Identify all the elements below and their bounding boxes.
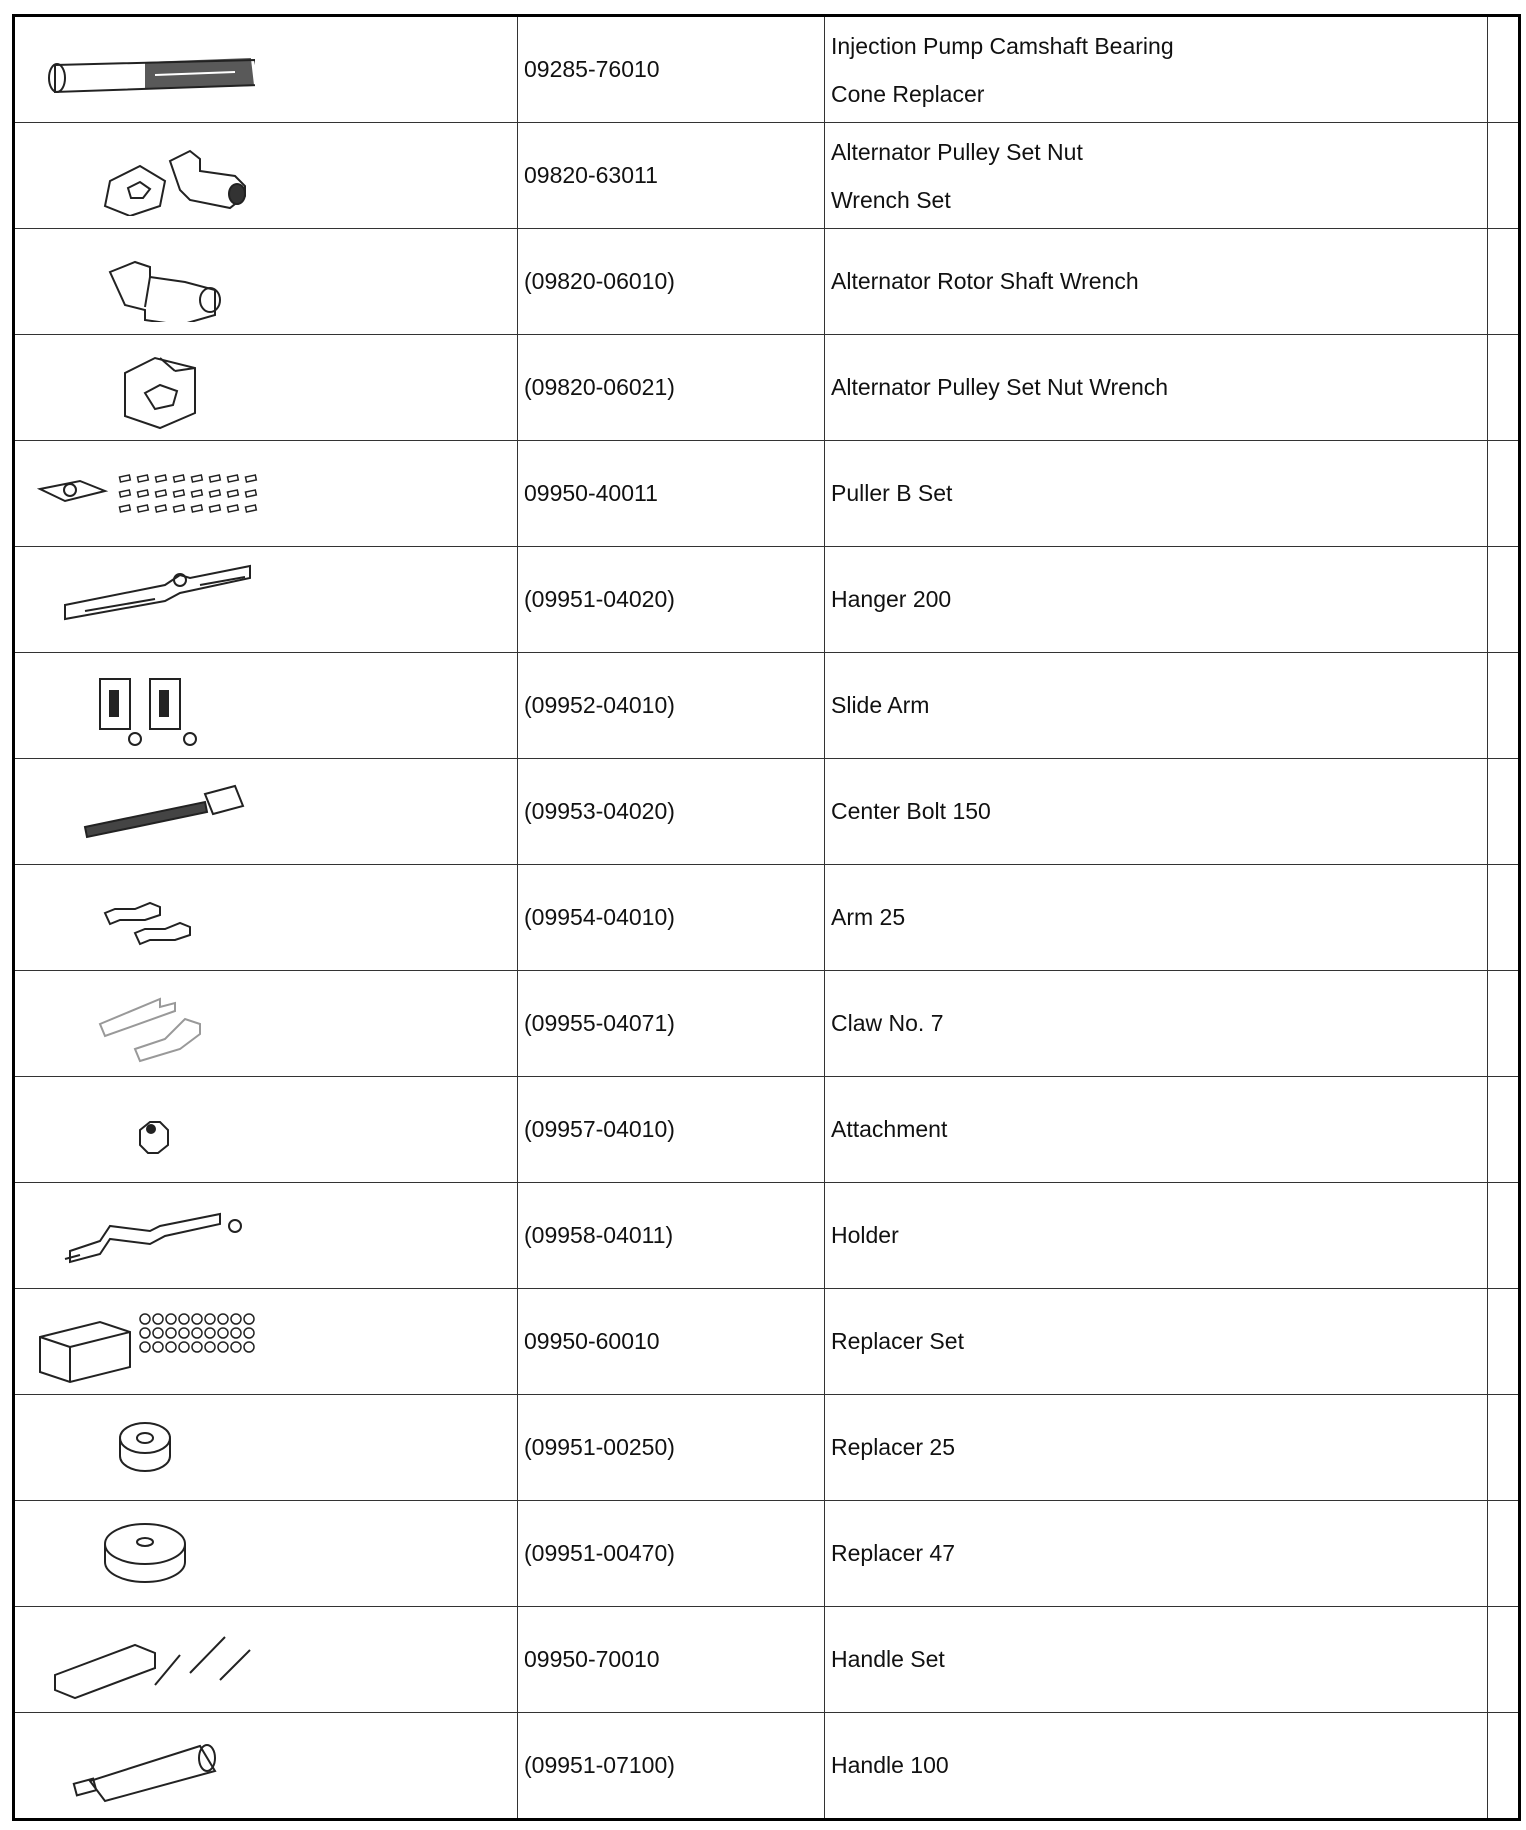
tool-illustration-cell xyxy=(14,335,518,441)
pulley-nut-wrench-set-icon xyxy=(25,136,517,216)
part-number: (09820-06021) xyxy=(518,335,825,441)
handle-icon xyxy=(25,1721,517,1811)
tool-illustration-cell xyxy=(14,971,518,1077)
tool-row xyxy=(14,865,1520,971)
handle-set-icon xyxy=(25,1615,517,1705)
tool-description xyxy=(825,1289,1488,1395)
notes-cell xyxy=(1488,759,1520,865)
tool-row xyxy=(14,1395,1520,1501)
description-line: Injection Pump Camshaft Bearing xyxy=(831,32,1174,59)
tool-row xyxy=(14,971,1520,1077)
notes-cell xyxy=(1488,1289,1520,1395)
tool-illustration-cell xyxy=(14,229,518,335)
tool-illustration-cell xyxy=(14,123,518,229)
replacer-set-icon xyxy=(25,1297,517,1387)
tool-description xyxy=(825,1395,1488,1501)
pulley-nut-wrench-icon xyxy=(25,343,517,433)
tool-illustration-cell xyxy=(14,1713,518,1820)
part-number: 09820-63011 xyxy=(518,123,825,229)
tool-description xyxy=(825,865,1488,971)
tool-row xyxy=(14,335,1520,441)
tool-description xyxy=(825,1077,1488,1183)
attachment-icon xyxy=(25,1095,517,1165)
part-number: 09285-76010 xyxy=(518,16,825,123)
description-line: Attachment xyxy=(831,1116,948,1142)
part-number: (09958-04011) xyxy=(518,1183,825,1289)
description-line: Claw No. 7 xyxy=(831,1010,944,1036)
tool-row xyxy=(14,16,1520,123)
notes-cell xyxy=(1488,1077,1520,1183)
description-line: Alternator Pulley Set Nut Wrench xyxy=(831,374,1169,400)
tool-illustration-cell xyxy=(14,1395,518,1501)
part-number: (09955-04071) xyxy=(518,971,825,1077)
tool-illustration-cell xyxy=(14,16,518,123)
tool-description xyxy=(825,547,1488,653)
tool-row xyxy=(14,123,1520,229)
tool-description xyxy=(825,123,1488,229)
tool-illustration-cell xyxy=(14,653,518,759)
tool-row xyxy=(14,441,1520,547)
notes-cell xyxy=(1488,335,1520,441)
part-number: 09950-70010 xyxy=(518,1607,825,1713)
slide-arm-icon xyxy=(25,661,517,751)
description-line: Slide Arm xyxy=(831,692,930,718)
center-bolt-icon xyxy=(25,772,517,852)
part-number: 09950-40011 xyxy=(518,441,825,547)
tool-description xyxy=(825,335,1488,441)
notes-cell xyxy=(1488,1395,1520,1501)
tool-row xyxy=(14,547,1520,653)
part-number: (09951-04020) xyxy=(518,547,825,653)
puller-set-icon xyxy=(25,454,517,534)
tool-description xyxy=(825,971,1488,1077)
description-line: Alternator Rotor Shaft Wrench xyxy=(831,268,1139,294)
description-line: Replacer 47 xyxy=(831,1540,956,1566)
replacer-47-icon xyxy=(25,1509,517,1599)
special-tools-sheet xyxy=(12,14,1514,1821)
notes-cell xyxy=(1488,865,1520,971)
tool-row xyxy=(14,759,1520,865)
notes-cell xyxy=(1488,1713,1520,1820)
tool-row xyxy=(14,1713,1520,1820)
tool-description xyxy=(825,1607,1488,1713)
description-line: Handle Set xyxy=(831,1646,945,1672)
notes-cell xyxy=(1488,1183,1520,1289)
tool-illustration-cell xyxy=(14,1183,518,1289)
replacer-25-icon xyxy=(25,1408,517,1488)
tool-illustration-cell xyxy=(14,441,518,547)
tool-row xyxy=(14,1289,1520,1395)
tool-description xyxy=(825,229,1488,335)
tool-row xyxy=(14,653,1520,759)
part-number: (09952-04010) xyxy=(518,653,825,759)
description-line: Alternator Pulley Set Nut xyxy=(831,138,1083,165)
part-number: (09954-04010) xyxy=(518,865,825,971)
notes-cell xyxy=(1488,441,1520,547)
tool-illustration-cell xyxy=(14,1607,518,1713)
tool-illustration-cell xyxy=(14,759,518,865)
tool-description xyxy=(825,16,1488,123)
description-line: Arm 25 xyxy=(831,904,906,930)
description-line: Handle 100 xyxy=(831,1752,949,1778)
description-line: Replacer Set xyxy=(831,1328,964,1354)
part-number: (09957-04010) xyxy=(518,1077,825,1183)
notes-cell xyxy=(1488,16,1520,123)
tool-illustration-cell xyxy=(14,1289,518,1395)
part-number: (09951-00470) xyxy=(518,1501,825,1607)
part-number: (09951-00250) xyxy=(518,1395,825,1501)
description-line: Cone Replacer xyxy=(831,80,985,107)
tool-description xyxy=(825,441,1488,547)
tool-illustration-cell xyxy=(14,1077,518,1183)
tool-description xyxy=(825,759,1488,865)
notes-cell xyxy=(1488,547,1520,653)
tool-row xyxy=(14,1183,1520,1289)
tool-description xyxy=(825,1501,1488,1607)
part-number: (09953-04020) xyxy=(518,759,825,865)
tool-row xyxy=(14,1077,1520,1183)
notes-cell xyxy=(1488,123,1520,229)
description-line: Replacer 25 xyxy=(831,1434,956,1460)
hanger-icon xyxy=(25,555,517,645)
tool-illustration-cell xyxy=(14,547,518,653)
notes-cell xyxy=(1488,1607,1520,1713)
rotor-shaft-wrench-icon xyxy=(25,242,517,322)
notes-cell xyxy=(1488,1501,1520,1607)
notes-cell xyxy=(1488,229,1520,335)
description-line: Holder xyxy=(831,1222,899,1248)
description-line: Hanger 200 xyxy=(831,586,952,612)
description-line: Center Bolt 150 xyxy=(831,798,991,824)
holder-icon xyxy=(25,1191,517,1281)
tool-description xyxy=(825,653,1488,759)
description-line: Wrench Set xyxy=(831,186,951,213)
notes-cell xyxy=(1488,971,1520,1077)
tool-illustration-cell xyxy=(14,865,518,971)
tool-row xyxy=(14,1607,1520,1713)
tool-row xyxy=(14,1501,1520,1607)
special-tools-table xyxy=(12,14,1521,1821)
tool-row xyxy=(14,229,1520,335)
claw-icon xyxy=(25,979,517,1069)
part-number: 09950-60010 xyxy=(518,1289,825,1395)
description-line: Puller B Set xyxy=(831,480,953,506)
tool-description xyxy=(825,1713,1488,1820)
long-cone-replacer-icon xyxy=(25,30,517,110)
part-number: (09951-07100) xyxy=(518,1713,825,1820)
arm-icon xyxy=(25,878,517,958)
tool-illustration-cell xyxy=(14,1501,518,1607)
notes-cell xyxy=(1488,653,1520,759)
part-number: (09820-06010) xyxy=(518,229,825,335)
tool-description xyxy=(825,1183,1488,1289)
